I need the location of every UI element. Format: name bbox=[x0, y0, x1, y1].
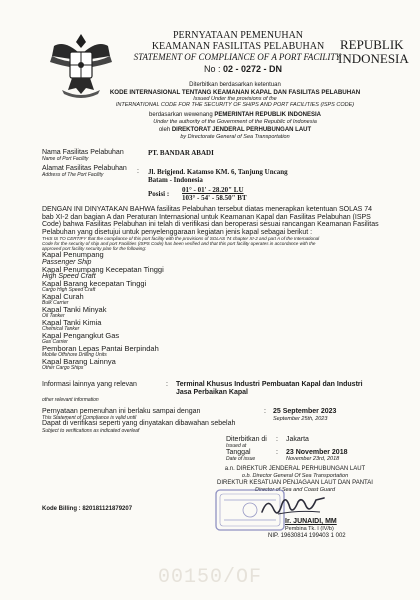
other-info-value-2: Jasa Perbaikan Kapal bbox=[176, 389, 248, 396]
verify-label: Dapat di verifikasi seperti yang dinyatakan dibawahan sebelah bbox=[42, 420, 236, 427]
number-value: 02 - 0272 - DN bbox=[223, 64, 283, 74]
facility-name-label-en: Name of Port Facility bbox=[42, 156, 89, 162]
declaration-en-3: approved port facility security plan for the following: bbox=[42, 246, 147, 252]
issue-place-label: Diterbitkan di bbox=[226, 436, 267, 443]
declaration-id-1: DENGAN INI DINYATAKAN BAHWA fasilitas Pelabuhan tersebut diatas menerapkan ketentuan SOLAS 74 bbox=[42, 206, 373, 213]
ship-type-item: Kapal Curah bbox=[42, 292, 84, 301]
ship-type-item-en: Cargo High Speed Craft bbox=[42, 286, 96, 293]
validity-label-en: This Statement of Compliance is valid until bbox=[42, 415, 137, 421]
ship-type-item: Kapal Tanki Kimia bbox=[42, 318, 102, 327]
declaration-id-4: Pelabuhan yang disetujui untuk penyelenggaraan kegiatan jenis kapal sebagai berikut : bbox=[42, 228, 313, 236]
ship-type-item-en: Bulk Carrier bbox=[42, 299, 69, 306]
signatory-line-1: a.n. DIREKTUR JENDERAL PERHUBUNGAN LAUT bbox=[224, 466, 366, 472]
signatory-nip: NIP. 19630814 199403 1 002 bbox=[268, 533, 346, 539]
validity-value: 25 September 2023 bbox=[273, 408, 337, 415]
ship-type-item: Kapal Barang Lainnya bbox=[42, 357, 116, 366]
other-info-colon: : bbox=[166, 381, 168, 388]
issue-place-value: Jakarta bbox=[286, 436, 309, 443]
country-line-2: INDONESIA bbox=[338, 51, 409, 66]
declaration-block bbox=[42, 206, 382, 252]
ship-type-item: Pemboran Lepas Pantai Berpindah bbox=[42, 344, 159, 353]
billing-label: Kode Billing : bbox=[42, 506, 81, 512]
position-latitude: 01° - 01' - 28.20" LU bbox=[182, 186, 244, 194]
issue-date-value: 23 November 2018 bbox=[286, 449, 348, 456]
verify-label-en: Subject to verifications as indicated overleaf bbox=[42, 428, 140, 434]
validity-value-en: September 25th, 2023 bbox=[273, 416, 328, 422]
issue-date-colon: : bbox=[276, 449, 278, 456]
facility-address-value-1: Jl. Brigjend. Katamso KM. 6, Tanjung Uncang bbox=[148, 168, 288, 176]
ship-type-item: Kapal Penumpang bbox=[42, 250, 104, 259]
title-en: STATEMENT OF COMPLIANCE OF A PORT FACILITY bbox=[133, 52, 341, 62]
ship-type-item: Kapal Tanki Minyak bbox=[42, 305, 107, 314]
issued-line-6: Under the authority of the Government of the Republic of Indonesia bbox=[153, 119, 317, 125]
position-label: Posisi : bbox=[148, 190, 170, 198]
issued-line-5-authority: PEMERINTAH REPUBLIK INDONESIA bbox=[214, 112, 321, 118]
signatory-line-4: Director of Sea and Coast Guard bbox=[254, 487, 336, 493]
ship-type-item-en: Gas Carrier bbox=[42, 338, 68, 345]
ship-type-item-en: Chemical Tanker bbox=[42, 325, 80, 332]
country-line-1: REPUBLIK bbox=[340, 37, 404, 52]
declaration-en-2: Code for the security of ship and port Facilities (ISPS Code) has been verified and that this port facility operates in accordance with the bbox=[42, 241, 316, 247]
issue-date-value-en: November 23rd, 2018 bbox=[286, 456, 340, 462]
issue-place-label-en: Issued at bbox=[226, 443, 247, 449]
issued-line-5 bbox=[110, 112, 360, 119]
signatory-line-2: o.b. Director General Of Sea Transportation bbox=[241, 473, 349, 479]
issued-line-4: INTERNATIONAL CODE FOR THE SECURITY OF SHIPS AND PORT FACILITIES (ISPS CODE) bbox=[115, 102, 355, 108]
ship-type-item-en: High Speed Craft bbox=[42, 273, 96, 280]
issued-line-7-authority: DIREKTORAT JENDERAL PERHUBUNGAN LAUT bbox=[171, 127, 312, 133]
issued-line-1: Diterbitkan berdasarkan ketentuan bbox=[189, 82, 281, 88]
validity-colon: : bbox=[264, 408, 266, 415]
number-line bbox=[148, 64, 338, 74]
title-id-line-1: PERNYATAAN PEMENUHAN bbox=[172, 30, 304, 41]
ship-type-item: Kapal Pengangkut Gas bbox=[42, 331, 120, 340]
ship-type-item-en: Other Cargo Ships bbox=[42, 364, 84, 371]
number-label: No : bbox=[203, 64, 221, 74]
billing-value: 820181121879207 bbox=[82, 506, 133, 512]
signatory-line-3: DIREKTUR KESATUAN PENJAGAAN LAUT DAN PANTAI bbox=[217, 480, 373, 486]
declaration-id-2: bab XI-2 dan bagian A dan Peraturan Internasional untuk Keamanan Kapal dan Fasilitas Pelabuhan (ISPS bbox=[42, 213, 371, 221]
issued-line-7 bbox=[110, 127, 360, 134]
issued-line-3: Issued Under the provisions of the bbox=[193, 96, 277, 102]
issue-date-label-en: Date of issue bbox=[226, 456, 256, 462]
signatory-name: Ir. JUNAIDI, MM bbox=[285, 518, 337, 525]
facility-name-value: PT. BANDAR ABADI bbox=[148, 149, 214, 157]
issued-line-5-text: berdasarkan wewenang bbox=[149, 112, 213, 118]
issued-line-7-text: oleh bbox=[158, 127, 171, 133]
ship-type-item-en: Oil Tanker bbox=[42, 312, 65, 319]
other-info-label-en: other relevant information bbox=[42, 397, 99, 403]
other-info-value-1: Terminal Khusus Industri Pembuatan Kapal dan Industri bbox=[176, 381, 363, 388]
ship-type-item: Kapal Penumpang Kecepatan Tinggi bbox=[42, 264, 164, 274]
ship-type-list bbox=[42, 251, 382, 371]
validity-label: Pernyataan pemenuhan ini berlaku sampai dengan bbox=[42, 408, 201, 415]
ship-type-item-en: Passenger Ship bbox=[42, 258, 92, 266]
position-longitude: 103° - 54' - 58.50" BT bbox=[182, 194, 247, 202]
issued-line-2: KODE INTERNASIONAL TENTANG KEAMANAN KAPAL DAN FASILITAS PELABUHAN bbox=[109, 89, 361, 96]
ship-type-item-en: Mobile Offshore Drilling Units bbox=[42, 351, 107, 358]
facility-address-label: Alamat Fasilitas Pelabuhan bbox=[42, 165, 127, 172]
billing-line bbox=[42, 506, 132, 513]
facility-address-label-en: Address of The Port Facility bbox=[42, 172, 104, 178]
address-colon: : bbox=[137, 168, 139, 175]
title-id-line-2: KEAMANAN FASILITAS PELABUHAN bbox=[151, 41, 325, 52]
signatory-rank: Pembina Tk. I (IV/b) bbox=[285, 526, 334, 532]
declaration-id-3: Code) bahwa Fasilitas Pelabuhan ini telah di verifikasi dan beroperasi sesuai rancangan Keamanan Fasilitas bbox=[42, 221, 379, 228]
issue-place-colon: : bbox=[276, 436, 278, 443]
facility-name-label: Nama Fasilitas Pelabuhan bbox=[42, 149, 124, 156]
issue-date-label: Tanggal bbox=[226, 449, 251, 456]
serial-number: 00150/OF bbox=[157, 566, 262, 589]
other-info-label: Informasi lainnya yang relevan bbox=[42, 381, 137, 388]
facility-address-value-2: Batam - Indonesia bbox=[148, 176, 203, 184]
ship-type-item: Kapal Barang kecepatan Tinggi bbox=[42, 279, 147, 288]
issued-line-8: by Directorate General of Sea Transportation bbox=[180, 134, 290, 140]
declaration-en-1: THIS IS TO CERTIFY that the compliance of this port facility with the provisions of SOLAS 74 chapter XI-2 and part A of the International bbox=[42, 236, 320, 241]
